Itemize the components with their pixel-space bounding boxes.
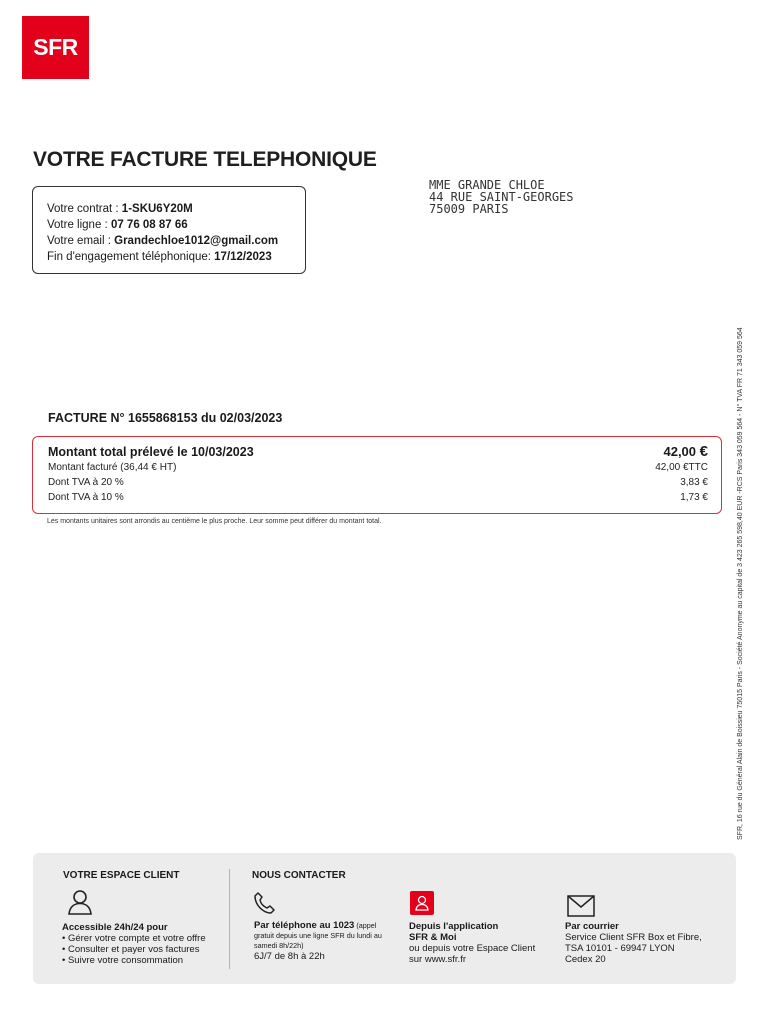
phone-detail-2: gratuit depuis une ligne SFR du lundi au — [254, 931, 382, 940]
footer-panel — [33, 853, 736, 984]
app-line-2: sur www.sfr.fr — [409, 954, 467, 965]
logo-text: SFR — [33, 34, 78, 60]
sfr-logo — [22, 16, 89, 79]
line-value: 07 76 08 87 66 — [110, 219, 188, 231]
contract-info-box — [32, 186, 306, 274]
espace-item-manage: • Gérer votre compte et votre offre — [62, 933, 206, 944]
contract-label: Votre contrat : — [47, 203, 122, 215]
vat-10-value: 1,73 € — [680, 492, 708, 503]
total-amount-label: Montant total prélevé le 10/03/2023 — [48, 445, 254, 459]
phone-hours: 6J/7 de 8h à 22h — [254, 951, 325, 962]
espace-item-bills: • Consulter et payer vos factures — [62, 944, 200, 955]
total-amount-value — [663, 443, 708, 460]
app-heading-1: Depuis l'application — [409, 921, 499, 932]
phone-detail-3: samedi 8h/22h) — [254, 941, 304, 950]
phone-icon — [253, 891, 275, 915]
espace-client-heading: Accessible 24h/24 pour — [62, 922, 168, 933]
email-label: Votre email : — [47, 235, 115, 247]
contact-title: NOUS CONTACTER — [252, 870, 346, 881]
recipient-address — [429, 179, 574, 215]
mail-line-3: Cedex 20 — [565, 954, 606, 965]
phone-heading: Par téléphone au 1023 — [254, 920, 355, 931]
line-row — [47, 217, 305, 233]
footer-divider — [229, 869, 230, 969]
email-value: Grandechloe1012@gmail.com — [114, 235, 279, 247]
espace-client-text — [62, 922, 206, 966]
amount-summary-box — [32, 436, 722, 514]
mail-line-1: Service Client SFR Box et Fibre, — [565, 932, 702, 943]
legal-mentions: SFR, 16 rue du Général Alain de Boissieu 75015 Paris - Société Anonyme au capital de 3 423 265 598,40 EUR -RCS Paris 343 059 564 - N° TVA FR 71 343 059 564 — [737, 327, 744, 840]
envelope-icon — [567, 895, 595, 917]
engagement-row — [47, 249, 305, 265]
euro-icon: € — [699, 443, 708, 460]
address-line-2: 44 RUE SAINT-GEORGES — [429, 190, 574, 204]
page-title: VOTRE FACTURE TELEPHONIQUE — [33, 148, 377, 171]
sfr-app-icon — [410, 891, 434, 915]
invoice-title: FACTURE N° 1655868153 du 02/03/2023 — [48, 411, 283, 425]
vat-20-value: 3,83 € — [680, 477, 708, 488]
app-heading-2: SFR & Moi — [409, 932, 457, 943]
contract-value: 1-SKU6Y20M — [121, 203, 193, 215]
espace-client-title: VOTRE ESPACE CLIENT — [63, 870, 180, 881]
address-line-3: 75009 PARIS — [429, 202, 509, 216]
espace-item-consumption: • Suivre votre consommation — [62, 955, 184, 966]
engagement-label: Fin d'engagement téléphonique: — [47, 251, 215, 263]
vat-20-label: Dont TVA à 20 % — [48, 477, 124, 488]
mail-heading: Par courrier — [565, 921, 619, 932]
phone-detail-1: (appel — [354, 921, 377, 930]
app-contact-text — [409, 921, 535, 965]
line-label: Votre ligne : — [47, 219, 111, 231]
user-icon — [66, 888, 94, 916]
app-user-icon — [410, 891, 434, 915]
billed-amount-value: 42,00 €TTC — [655, 462, 708, 473]
billed-amount-label: Montant facturé (36,44 € HT) — [48, 462, 177, 473]
app-line-1: ou depuis votre Espace Client — [409, 943, 536, 954]
mail-contact-text — [565, 921, 702, 965]
address-line-1: MME GRANDE CHLOE — [429, 178, 545, 192]
vat-10-label: Dont TVA à 10 % — [48, 492, 124, 503]
email-row — [47, 233, 305, 249]
total-amount-number: 42,00 — [663, 444, 697, 459]
contract-row — [47, 201, 305, 217]
mail-line-2: TSA 10101 - 69947 LYON — [565, 943, 675, 954]
rounding-note: Les montants unitaires sont arrondis au centième le plus proche. Leur somme peut différer du montant total. — [47, 518, 382, 525]
phone-contact-text — [254, 920, 404, 962]
engagement-value: 17/12/2023 — [214, 251, 272, 263]
